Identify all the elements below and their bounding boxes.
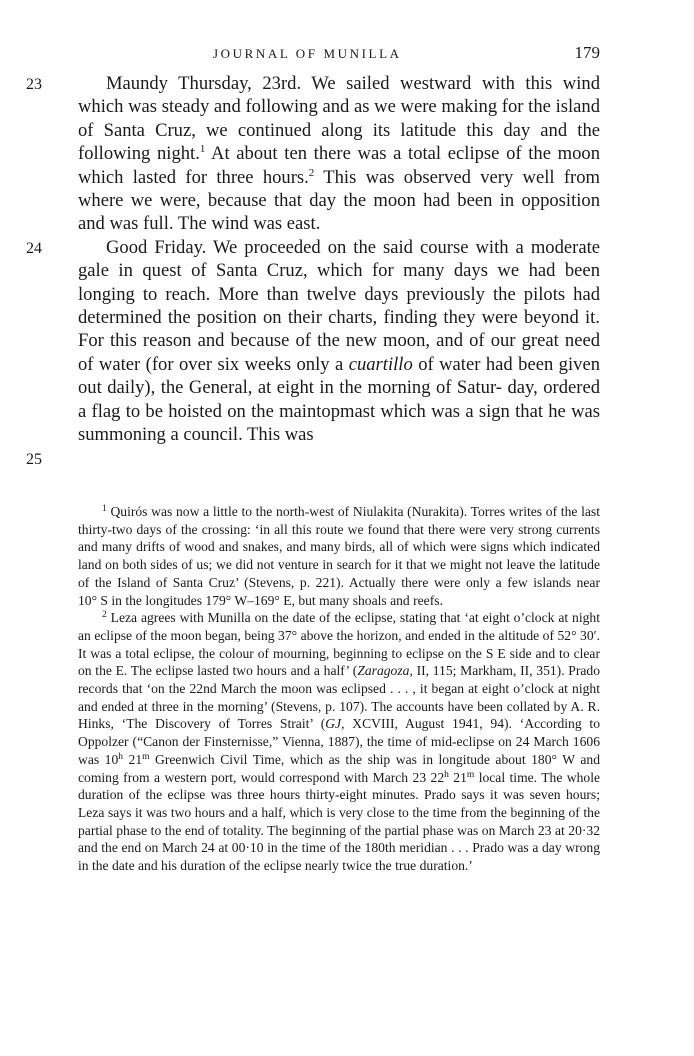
superscript-unit: h [444, 769, 449, 780]
margin-date-23: 23 [26, 76, 42, 93]
footnote-text: , 351). Prado records that ‘on the 22nd March the moon was eclipsed . . . , it began at eight o’clock at night and ended at three in the morning’ (Stevens, p. 107). The accounts have been collated by A. R. Hinks, ‘The Discovery of Torres Strait’ ( [78, 663, 601, 732]
paragraph-march-23 [26, 72, 601, 236]
footnote-text: , [409, 663, 417, 679]
footnote-number: 1 [102, 504, 107, 514]
footnote-text: , August 1941, 94). ‘According to Oppolzer (“Canon der Finsternisse,” Vienna, 1887), the time of mid-eclipse on 24 March 1606 was 10 [78, 716, 600, 767]
superscript-unit: m [142, 751, 150, 762]
paragraph-text: Good Friday. We proceeded on the said course with a moderate gale in quest of Santa Cruz, which for many days we had been longing to reach. More than twelve days previously the pilots had determined the position on their charts, finding they were beyond it. For this reason and because of the new moon, and of our great need of water (for over six weeks only a [78, 236, 600, 375]
footnote-reference-2[interactable]: 2 [308, 166, 315, 179]
margin-date-25: 25 [26, 450, 42, 468]
footnote-text: , [341, 716, 353, 732]
paragraph-text: At about ten there was a total eclipse of the moon which lasted for three hours. [78, 143, 600, 188]
paragraph-text: This was observed very well from where we were, because that day the moon had been in opposition and was full. The wind was east. [78, 166, 601, 235]
volume-number: II [416, 663, 426, 679]
paragraph-text: of water had been given out daily), the General, at eight in the morning of Satur- [78, 353, 600, 399]
volume-number: XCVIII [352, 716, 395, 732]
footnote-text: Quirós was now a little to the north-west of Niulakita (Nurakita). Torres writes of the last thirty-two days of the crossing: ‘in all this route we found that there were very strong currents and many drifts of wood and snakes, and many birds, all of which were signs which indicated land on both sides of us; we did not venture in search for it that we might not leave the latitude of the Island of Santa Cruz’ (Stevens, p. 221). Actually there were only a few islands near [78, 504, 600, 590]
italic-term: cuartillo [348, 353, 413, 375]
footnote-number: 2 [102, 610, 107, 621]
footnote-text: Greenwich Civil Time, which as the ship was in longitude about 180° W and coming from a western port, would correspond with March 23 22 [78, 751, 600, 785]
page-number: 179 [574, 43, 600, 62]
paragraph-text: Maundy Thursday, 23rd. We sailed westward with this wind which was steady and following and as we were making for the island of Santa Cruz, we continued along its latitude this day and the following night. [78, 73, 600, 165]
footnote-2 [78, 609, 600, 875]
footnote-text: 21 [448, 769, 467, 785]
main-text [26, 72, 601, 468]
footnote-text: local time. The whole duration of the eclipse was three hours thirty-eight minutes. Prado says it was seven hours; Leza says it was two hours and a half, which is very close to the time from the beginning of the partial phase to the end of totality. The beginning of the partial phase was on March 23 at 20·32 and the end on March 24 at 00·10 in the time of the 180th meridian . . . Prado was a day wrong in the date and his duration of the eclipse nearly twice the true duration.’ [78, 769, 601, 874]
superscript-unit: h [118, 751, 124, 762]
paragraph-text: day, ordered a flag to be hoisted on the maintopmast which was a sign that he was summoning a council. This was [78, 377, 601, 446]
superscript-unit: m [466, 769, 475, 780]
footnote-text: , 115; Markham, [425, 663, 521, 679]
footnote-text: 21 [123, 751, 143, 767]
margin-date-24: 24 [26, 239, 42, 257]
paragraph-march-24 [26, 236, 601, 468]
footnote-text: 10° S in the longitudes 179° W–169° E, but many shoals and reefs. [78, 592, 443, 608]
footnote-text: Leza agrees with Munilla on the date of the eclipse, stating that ‘at eight o’clock at night an eclipse of the moon began, being 37° above the horizon, and ended in the altitude of 52° 30′. It was a total eclipse, the colour of mourning, beginning to eclipse on the S E side and to clear on the E. The eclipse lasted two hours and a half’ ( [78, 610, 600, 679]
volume-number: II [520, 663, 530, 679]
citation-title: Zaragoza [357, 663, 410, 679]
footnote-reference-1[interactable]: 1 [199, 143, 206, 156]
running-title: JOURNAL OF MUNILLA [213, 46, 402, 61]
footnote-1 [78, 503, 600, 609]
footnotes [78, 503, 600, 875]
citation-title: GJ [325, 716, 342, 732]
